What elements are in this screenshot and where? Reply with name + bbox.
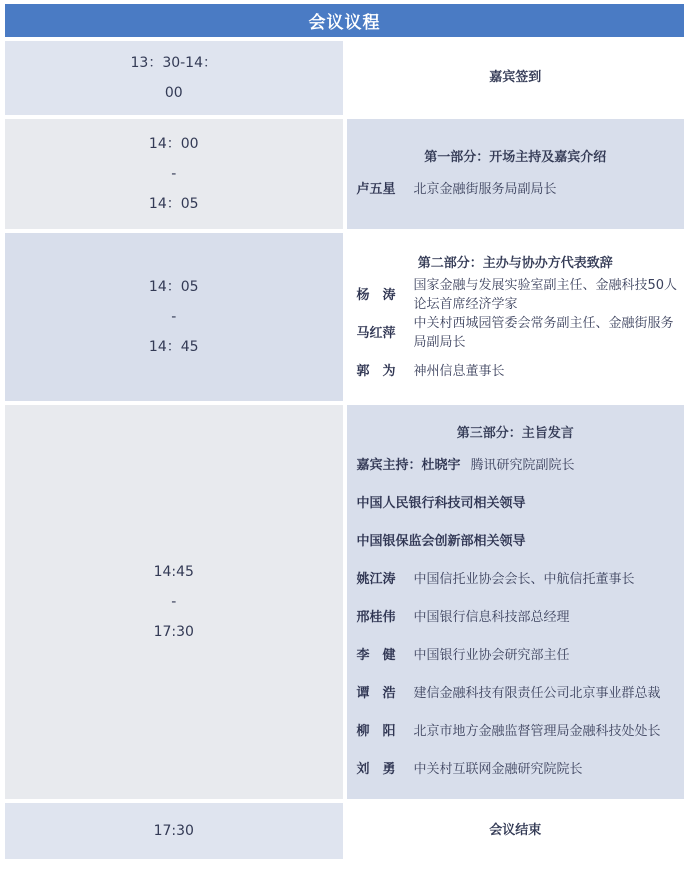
- time-cell: [5, 405, 345, 799]
- speaker-line: [347, 596, 685, 634]
- speaker-line: [347, 748, 685, 786]
- speaker-line: [347, 350, 685, 388]
- section-title: 会议结束: [489, 823, 542, 838]
- time-cell: [5, 233, 345, 401]
- speaker-desc: 北京市地方金融监督管理局金融科技处处长: [413, 723, 661, 739]
- time-cell: [5, 119, 345, 229]
- time-line: 14：05: [148, 279, 199, 295]
- agenda-table: [5, 4, 684, 859]
- agenda-body: [5, 37, 684, 859]
- section-title: 第三部分：主旨发言: [456, 426, 574, 441]
- time-line: -: [171, 594, 177, 610]
- speaker-desc: 中国信托业协会会长、中航信托董事长: [413, 571, 635, 587]
- host-line: [347, 444, 685, 482]
- agenda-row-part1: [5, 119, 684, 229]
- agenda-row-part3: [5, 405, 684, 799]
- section-title: 第一部分：开场主持及嘉宾介绍: [424, 150, 607, 165]
- speaker-desc: 北京金融街服务局副局长: [413, 181, 557, 197]
- speaker-name: 卢五星: [356, 181, 396, 197]
- speaker-name: 李 健: [356, 647, 396, 663]
- speaker-desc: 国家金融与发展实验室副主任、金融科技50人论坛首席经济学家: [413, 278, 678, 312]
- content-cell: [345, 41, 685, 115]
- time-line: -: [171, 309, 177, 325]
- host-desc: 腾讯研究院副院长: [470, 457, 575, 473]
- speaker-name: 谭 浩: [356, 685, 396, 701]
- speaker-desc: 中关村互联网金融研究院院长: [413, 761, 583, 777]
- host-name: 嘉宾主持：杜晓宇: [356, 457, 461, 473]
- speaker-line: [347, 710, 685, 748]
- speaker-name: 邢桂伟: [356, 609, 396, 625]
- content-cell: [345, 233, 685, 401]
- section-title: 第二部分：主办与协办方代表致辞: [417, 256, 613, 271]
- agenda-header: 会议议程: [5, 4, 684, 37]
- speaker-line: [347, 558, 685, 596]
- speaker-line: [347, 168, 685, 206]
- time-line: 14：00: [148, 136, 199, 152]
- speaker-line: [347, 312, 685, 350]
- speaker-desc: 中国银行业协会研究部主任: [413, 647, 570, 663]
- time-line: 14：45: [148, 339, 199, 355]
- content-cell: [345, 405, 685, 799]
- speaker-desc: 中国银行信息科技部总经理: [413, 609, 570, 625]
- time-line: 14：05: [148, 196, 199, 212]
- time-cell: [5, 803, 345, 859]
- time-line: 14:45: [153, 564, 194, 580]
- time-line: 13：30-14：: [130, 55, 217, 71]
- speaker-name: 姚江涛: [356, 571, 396, 587]
- agenda-row-end: [5, 803, 684, 859]
- speaker-name: 马红萍: [356, 325, 396, 341]
- speaker-name: 杨 涛: [356, 287, 396, 303]
- speaker-name: 柳 阳: [356, 723, 396, 739]
- section-title: 嘉宾签到: [489, 70, 542, 85]
- time-line: -: [171, 166, 177, 182]
- leader-line: 中国银保监会创新部相关领导: [356, 533, 526, 549]
- speaker-line: [347, 634, 685, 672]
- content-cell: [345, 119, 685, 229]
- time-line: 17:30: [153, 823, 194, 839]
- agenda-row-part2: [5, 233, 684, 401]
- agenda-row-checkin: [5, 41, 684, 115]
- speaker-name: 刘 勇: [356, 761, 396, 777]
- time-line: 17:30: [153, 624, 194, 640]
- speaker-desc: 建信金融科技有限责任公司北京事业群总裁: [413, 685, 661, 701]
- time-line: 00: [164, 85, 183, 101]
- content-cell: [345, 803, 685, 859]
- speaker-name: 郭 为: [356, 363, 396, 379]
- time-cell: [5, 41, 345, 115]
- speaker-line: [347, 672, 685, 710]
- leader-line: 中国人民银行科技司相关领导: [356, 495, 526, 511]
- speaker-desc: 中关村西城园管委会常务副主任、金融街服务局副局长: [413, 316, 674, 350]
- speaker-line: [347, 274, 685, 312]
- speaker-desc: 神州信息董事长: [413, 363, 505, 379]
